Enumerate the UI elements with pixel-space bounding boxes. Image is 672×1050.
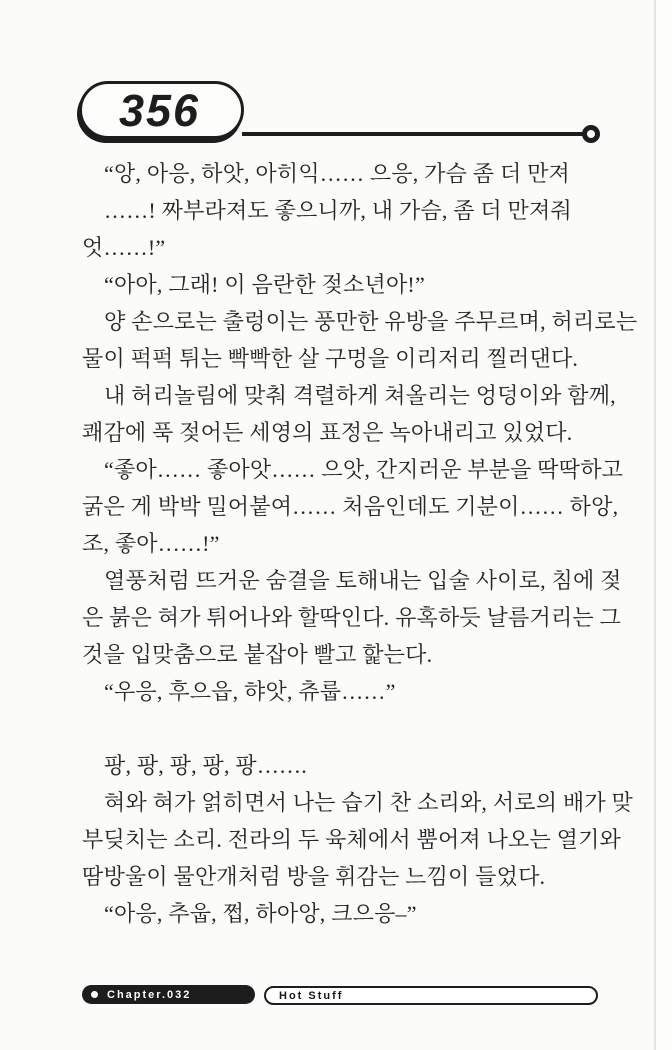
- text-line: 내 허리놀림에 맞춰 격렬하게 쳐올리는 엉덩이와 함께,: [104, 383, 616, 408]
- text-line: 물이 퍽퍽 튀는 빡빡한 살 구멍을 이리저리 찔러댄다.: [82, 346, 579, 371]
- text-line: 땀방울이 물안개처럼 방을 휘감는 느낌이 들었다.: [82, 864, 546, 889]
- text-line: ……! 짜부라져도 좋으니까, 내 가슴, 좀 더 만져줘: [104, 198, 572, 223]
- text-line: “아응, 추웁, 쩝, 하아앙, 크으응–”: [104, 901, 417, 926]
- text-line: 굵은 게 박박 밀어붙여…… 처음인데도 기분이…… 하앙,: [82, 494, 619, 519]
- text-line: 혀와 혀가 얽히면서 나는 습기 찬 소리와, 서로의 배가 맞: [104, 790, 633, 815]
- text-line: 조, 좋아……!”: [82, 531, 220, 556]
- text-line: “아아, 그래! 이 음란한 젖소년아!”: [104, 272, 425, 297]
- book-title-label: Hot Stuff: [279, 989, 344, 1002]
- text-line: 열풍처럼 뜨거운 숨결을 토해내는 입술 사이로, 침에 젖: [104, 568, 622, 593]
- page-number-badge: [79, 81, 244, 139]
- ring-icon: [582, 125, 600, 143]
- book-title-badge: [264, 986, 598, 1005]
- text-line: “우응, 후으읍, 햐앗, 츄룹……”: [104, 679, 396, 704]
- text-line: 팡, 팡, 팡, 팡, 팡…….: [104, 753, 307, 778]
- bullet-dot-icon: [91, 991, 98, 998]
- chapter-badge: [82, 985, 255, 1004]
- paragraph-gap: [82, 710, 612, 747]
- text-line: 엇……!”: [82, 235, 166, 260]
- text-line: 부딪치는 소리. 전라의 두 육체에서 뿜어져 나오는 열기와: [82, 827, 621, 852]
- text-line: 쾌감에 푹 젖어든 세영의 표정은 녹아내리고 있었다.: [82, 420, 573, 445]
- text-line: 것을 입맞춤으로 붙잡아 빨고 핥는다.: [82, 642, 433, 667]
- body-text: [82, 155, 638, 932]
- text-line: “앙, 아응, 하앗, 아히익…… 으응, 가슴 좀 더 만져: [104, 161, 570, 186]
- chapter-label: Chapter.032: [107, 988, 192, 1001]
- page-number: 356: [118, 84, 201, 136]
- header-rule: [242, 132, 588, 136]
- text-line: “좋아…… 좋아앗…… 으앗, 간지러운 부분을 딱딱하고: [104, 457, 624, 482]
- text-line: 은 붉은 혀가 튀어나와 할딱인다. 유혹하듯 날름거리는 그: [82, 605, 621, 630]
- text-line: 양 손으로는 출렁이는 풍만한 유방을 주무르며, 허리로는: [104, 309, 638, 334]
- page-edge-shadow: [654, 0, 672, 1050]
